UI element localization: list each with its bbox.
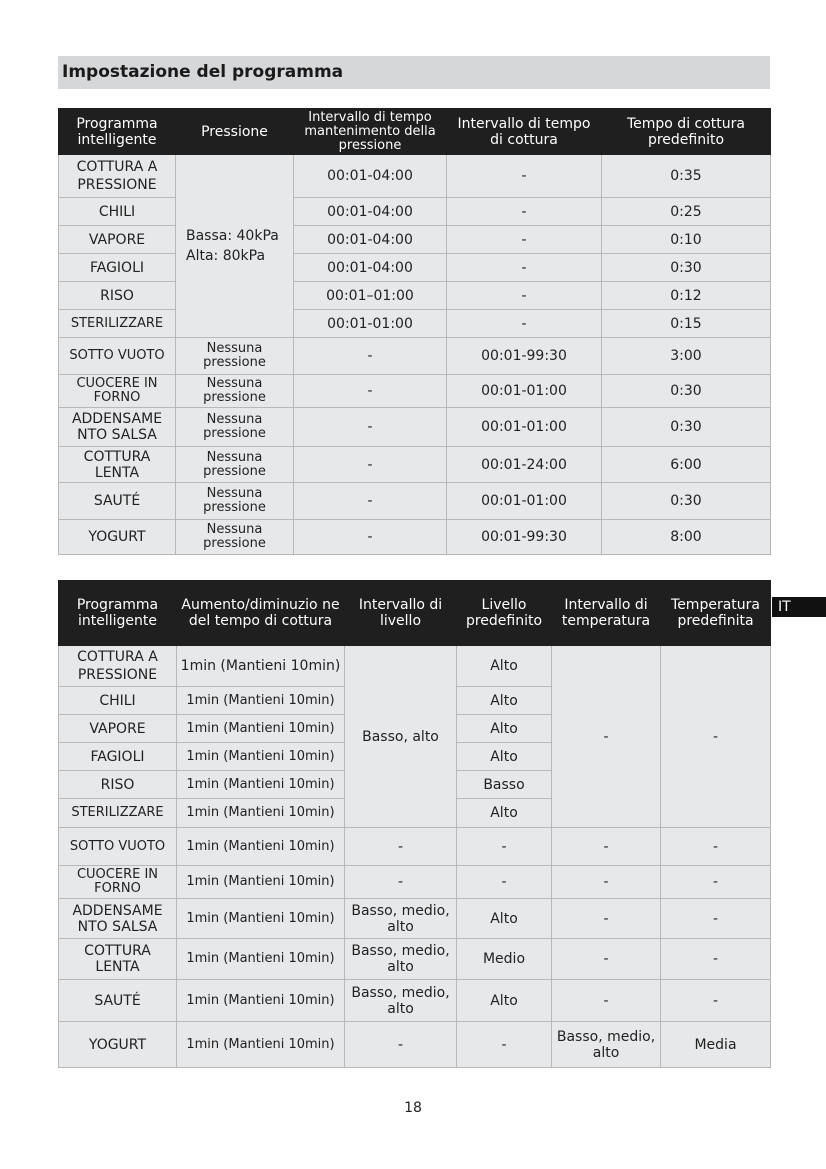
default-time: 8:00 xyxy=(602,520,771,555)
hold-range: 00:01-04:00 xyxy=(294,198,447,226)
header-hold-range: Intervallo di tempo mantenimento della pressione xyxy=(294,109,447,155)
level-range: - xyxy=(345,828,457,866)
cook-range: - xyxy=(447,198,602,226)
temp-default: - xyxy=(661,899,771,939)
temp-default: - xyxy=(661,866,771,899)
program-name: COTTURA LENTA xyxy=(59,939,177,980)
program-name: FAGIOLI xyxy=(59,743,177,771)
pressure-merged-cell xyxy=(176,155,294,338)
level-default: Alto xyxy=(457,687,552,715)
cook-range: - xyxy=(447,226,602,254)
temp-default: - xyxy=(661,980,771,1022)
level-default: - xyxy=(457,828,552,866)
default-time: 0:30 xyxy=(602,375,771,408)
table-row xyxy=(59,646,771,687)
time-adjust: 1min (Mantieni 10min) xyxy=(177,743,345,771)
level-default: Basso xyxy=(457,771,552,799)
program-name: COTTURA A PRESSIONE xyxy=(59,646,177,687)
pressure: Nessuna pressione xyxy=(176,408,294,447)
cook-range: - xyxy=(447,282,602,310)
time-adjust: 1min (Mantieni 10min) xyxy=(177,939,345,980)
temp-range: - xyxy=(552,866,661,899)
table-row xyxy=(59,939,771,980)
temp-default: - xyxy=(661,939,771,980)
program-name: COTTURA A PRESSIONE xyxy=(59,155,176,198)
table-row xyxy=(59,338,771,375)
table-row xyxy=(59,483,771,520)
hold-range: - xyxy=(294,408,447,447)
program-name: RISO xyxy=(59,282,176,310)
level-range: Basso, medio, alto xyxy=(345,939,457,980)
time-adjust: 1min (Mantieni 10min) xyxy=(177,771,345,799)
program-name: SOTTO VUOTO xyxy=(59,338,176,375)
program-name: ADDENSAME NTO SALSA xyxy=(59,408,176,447)
level-default: Alto xyxy=(457,715,552,743)
table-row xyxy=(59,310,771,338)
time-adjust: 1min (Mantieni 10min) xyxy=(177,687,345,715)
header-level-default: Livello predefinito xyxy=(457,581,552,646)
temp-range: - xyxy=(552,828,661,866)
level-default: Alto xyxy=(457,646,552,687)
level-default: Alto xyxy=(457,743,552,771)
temp-range: - xyxy=(552,939,661,980)
header-time-adjust: Aumento/diminuzio ne del tempo di cottura xyxy=(177,581,345,646)
time-adjust: 1min (Mantieni 10min) xyxy=(177,899,345,939)
program-settings-table-2 xyxy=(58,580,771,1068)
table-row xyxy=(59,254,771,282)
table-row xyxy=(59,375,771,408)
default-time: 0:30 xyxy=(602,408,771,447)
default-time: 0:15 xyxy=(602,310,771,338)
hold-range: - xyxy=(294,338,447,375)
language-tab: IT xyxy=(772,597,826,617)
table-header-row xyxy=(59,109,771,155)
table-row xyxy=(59,520,771,555)
time-adjust: 1min (Mantieni 10min) xyxy=(177,799,345,828)
program-name: COTTURA LENTA xyxy=(59,447,176,483)
pressure: Nessuna pressione xyxy=(176,338,294,375)
default-time: 6:00 xyxy=(602,447,771,483)
program-name: STERILIZZARE xyxy=(59,799,177,828)
program-name: CUOCERE IN FORNO xyxy=(59,375,176,408)
default-time: 0:30 xyxy=(602,483,771,520)
cook-range: - xyxy=(447,155,602,198)
program-name: VAPORE xyxy=(59,715,177,743)
table-row xyxy=(59,447,771,483)
time-adjust: 1min (Mantieni 10min) xyxy=(177,646,345,687)
hold-range: 00:01-04:00 xyxy=(294,254,447,282)
pressure: Nessuna pressione xyxy=(176,447,294,483)
table-row xyxy=(59,828,771,866)
hold-range: - xyxy=(294,483,447,520)
table-row xyxy=(59,155,771,198)
cook-range: - xyxy=(447,310,602,338)
header-level-range: Intervallo di livello xyxy=(345,581,457,646)
hold-range: 00:01-04:00 xyxy=(294,155,447,198)
time-adjust: 1min (Mantieni 10min) xyxy=(177,828,345,866)
hold-range: - xyxy=(294,375,447,408)
header-default-time: Tempo di cottura predefinito xyxy=(602,109,771,155)
hold-range: 00:01-04:00 xyxy=(294,226,447,254)
pressure-low: Bassa: 40kPa xyxy=(186,228,279,244)
level-range: - xyxy=(345,866,457,899)
temp-range: Basso, medio, alto xyxy=(552,1022,661,1068)
program-name: VAPORE xyxy=(59,226,176,254)
table-row xyxy=(59,866,771,899)
default-time: 0:30 xyxy=(602,254,771,282)
hold-range: 00:01–01:00 xyxy=(294,282,447,310)
program-settings-table-1 xyxy=(58,108,771,555)
level-range: Basso, medio, alto xyxy=(345,899,457,939)
hold-range: - xyxy=(294,447,447,483)
level-range: - xyxy=(345,1022,457,1068)
table-row xyxy=(59,899,771,939)
header-pressure: Pressione xyxy=(176,109,294,155)
header-temp-range: Intervallo di temperatura xyxy=(552,581,661,646)
header-temp-default: Temperatura predefinita xyxy=(661,581,771,646)
level-default: - xyxy=(457,1022,552,1068)
cook-range: 00:01-99:30 xyxy=(447,338,602,375)
pressure: Nessuna pressione xyxy=(176,483,294,520)
cook-range: - xyxy=(447,254,602,282)
program-name: CHILI xyxy=(59,687,177,715)
level-range: Basso, medio, alto xyxy=(345,980,457,1022)
level-default: Alto xyxy=(457,799,552,828)
program-name: YOGURT xyxy=(59,1022,177,1068)
default-time: 0:35 xyxy=(602,155,771,198)
cook-range: 00:01-01:00 xyxy=(447,408,602,447)
header-program: Programma intelligente xyxy=(59,581,177,646)
table-row xyxy=(59,408,771,447)
section-title: Impostazione del programma xyxy=(58,56,770,89)
program-name: ADDENSAME NTO SALSA xyxy=(59,899,177,939)
table-header-row xyxy=(59,581,771,646)
program-name: STERILIZZARE xyxy=(59,310,176,338)
level-default: Alto xyxy=(457,980,552,1022)
temp-range-merged-cell: - xyxy=(552,646,661,828)
time-adjust: 1min (Mantieni 10min) xyxy=(177,1022,345,1068)
header-cook-range: Intervallo di tempo di cottura xyxy=(447,109,602,155)
program-name: RISO xyxy=(59,771,177,799)
temp-range: - xyxy=(552,980,661,1022)
cook-range: 00:01-24:00 xyxy=(447,447,602,483)
default-time: 0:12 xyxy=(602,282,771,310)
cook-range: 00:01-01:00 xyxy=(447,483,602,520)
default-time: 0:25 xyxy=(602,198,771,226)
temp-default: - xyxy=(661,828,771,866)
hold-range: - xyxy=(294,520,447,555)
cook-range: 00:01-99:30 xyxy=(447,520,602,555)
program-name: CHILI xyxy=(59,198,176,226)
temp-range: - xyxy=(552,899,661,939)
cook-range: 00:01-01:00 xyxy=(447,375,602,408)
level-range-merged-cell: Basso, alto xyxy=(345,646,457,828)
temp-default: Media xyxy=(661,1022,771,1068)
table-row xyxy=(59,980,771,1022)
program-name: SAUTÉ xyxy=(59,980,177,1022)
hold-range: 00:01-01:00 xyxy=(294,310,447,338)
time-adjust: 1min (Mantieni 10min) xyxy=(177,715,345,743)
default-time: 3:00 xyxy=(602,338,771,375)
program-name: CUOCERE IN FORNO xyxy=(59,866,177,899)
header-program: Programma intelligente xyxy=(59,109,176,155)
program-name: SAUTÉ xyxy=(59,483,176,520)
program-name: FAGIOLI xyxy=(59,254,176,282)
table-row xyxy=(59,198,771,226)
pressure: Nessuna pressione xyxy=(176,520,294,555)
level-default: - xyxy=(457,866,552,899)
pressure: Nessuna pressione xyxy=(176,375,294,408)
table-row xyxy=(59,226,771,254)
page-number: 18 xyxy=(404,1100,422,1116)
default-time: 0:10 xyxy=(602,226,771,254)
pressure-high: Alta: 80kPa xyxy=(186,248,266,264)
temp-default-merged-cell: - xyxy=(661,646,771,828)
time-adjust: 1min (Mantieni 10min) xyxy=(177,866,345,899)
table-row xyxy=(59,282,771,310)
time-adjust: 1min (Mantieni 10min) xyxy=(177,980,345,1022)
level-default: Medio xyxy=(457,939,552,980)
program-name: SOTTO VUOTO xyxy=(59,828,177,866)
program-name: YOGURT xyxy=(59,520,176,555)
level-default: Alto xyxy=(457,899,552,939)
table-row xyxy=(59,1022,771,1068)
